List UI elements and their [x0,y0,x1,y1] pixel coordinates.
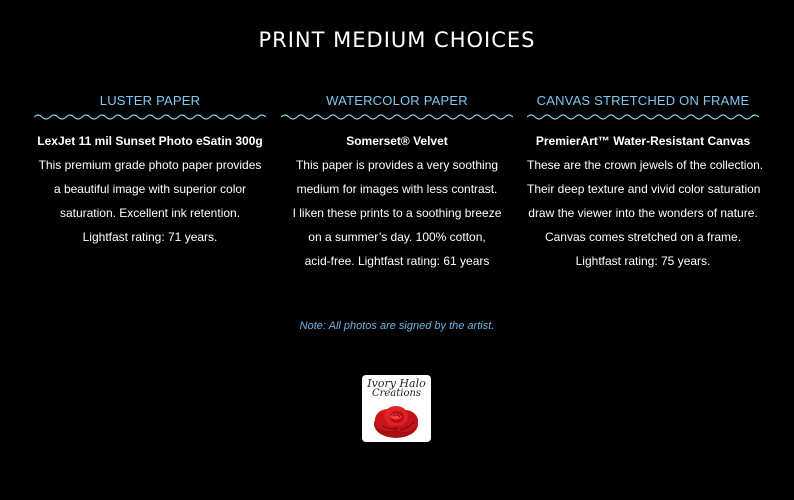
column-description [281,153,513,273]
product-name: PremierArt™ Water-Resistant Canvas [535,134,751,148]
column-heading: WATERCOLOR PAPER [326,93,468,108]
description-line: Lightfast rating: 75 years. [575,254,711,268]
logo-line-2: Creations [371,388,422,399]
description-line: acid-free. Lightfast rating: 61 years [304,254,490,268]
description-line: saturation. Excellent ink retention. [59,206,241,220]
description-line: This premium grade photo paper provides [38,158,262,172]
description-line: I liken these prints to a soothing breeze [292,206,502,220]
description-line: Canvas comes stretched on a frame. [544,230,742,244]
logo-line-1: Ivory Halo [367,377,426,390]
column-watercolor-paper [281,92,513,273]
product-name: LexJet 11 mil Sunset Photo eSatin 300g [37,134,263,148]
page-title: PRINT MEDIUM CHOICES [258,28,536,52]
description-line: Lightfast rating: 71 years. [82,230,218,244]
description-line: a beautiful image with superior color [53,182,247,196]
description-line: draw the viewer into the wonders of nature. [528,206,758,220]
column-description [527,153,764,273]
column-description [34,153,266,249]
wave-divider [527,113,759,121]
description-line: These are the crown jewels of the collection. [527,158,764,172]
column-heading: CANVAS STRETCHED ON FRAME [536,93,750,108]
description-line: on a summer’s day. 100% cotton, [308,230,486,244]
wave-divider [34,113,266,121]
artist-note: Note: All photos are signed by the artist. [299,320,495,332]
rose-icon [362,375,431,442]
description-line: medium for images with less contrast. [296,182,498,196]
description-line: This paper is provides a very soothing [295,158,499,172]
ivory-halo-logo[interactable] [362,375,431,442]
wave-divider [281,113,513,121]
description-line: Their deep texture and vivid color saturation [527,182,761,196]
product-name: Somerset® Velvet [346,134,448,148]
column-canvas [527,92,764,273]
column-luster-paper [34,92,266,249]
column-heading: LUSTER PAPER [99,93,201,108]
